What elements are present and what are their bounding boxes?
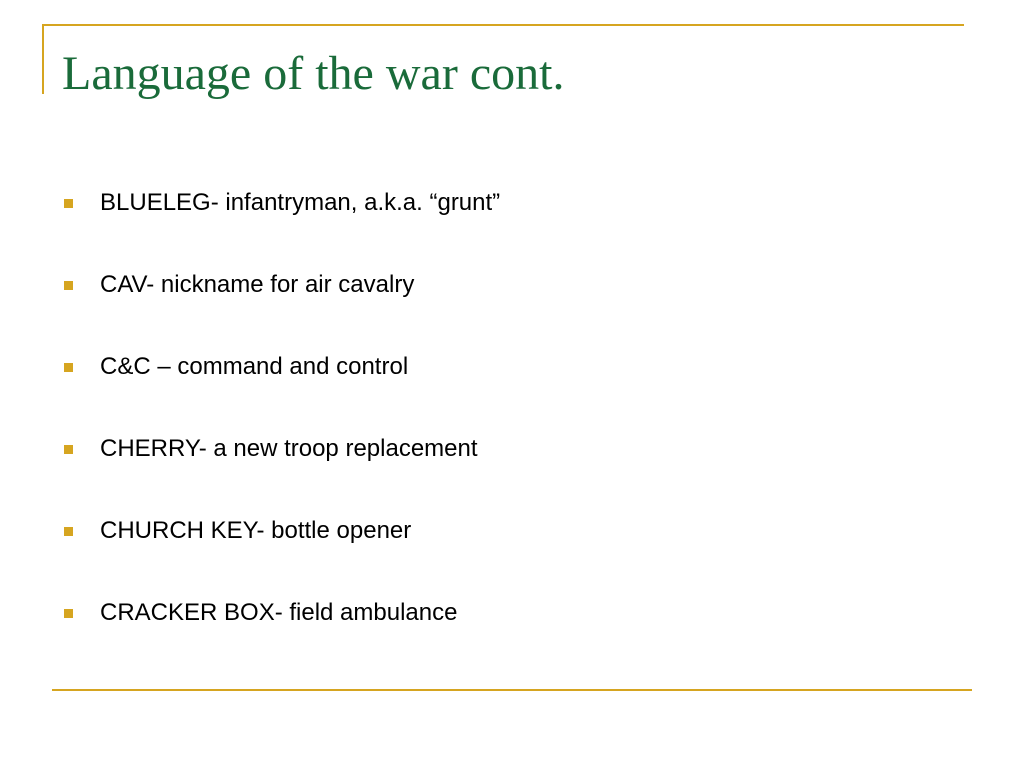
bullet-item: [0, 269, 900, 301]
slide-title: Language of the war cont.: [62, 47, 565, 100]
top-border-line: [42, 24, 964, 26]
square-bullet-icon: [64, 199, 73, 208]
square-bullet-icon: [64, 609, 73, 618]
left-border-line: [42, 24, 44, 94]
bullet-text: CAV- nickname for air cavalry: [100, 271, 415, 298]
square-bullet-icon: [64, 527, 73, 536]
bullet-item: [0, 351, 900, 383]
square-bullet-icon: [64, 445, 73, 454]
bullet-item: [0, 597, 900, 629]
bullet-item: [0, 187, 900, 219]
bottom-border-line: [52, 689, 972, 691]
square-bullet-icon: [64, 281, 73, 290]
bullet-item: [0, 433, 900, 465]
bullet-item: [0, 515, 900, 547]
bullet-text: CHERRY- a new troop replacement: [100, 435, 478, 462]
bullet-text: CHURCH KEY- bottle opener: [100, 517, 412, 544]
bullet-text: C&C – command and control: [100, 353, 409, 380]
square-bullet-icon: [64, 363, 73, 372]
bullet-text: CRACKER BOX- field ambulance: [100, 599, 458, 626]
bullet-text: BLUELEG- infantryman, a.k.a. “grunt”: [100, 189, 501, 216]
